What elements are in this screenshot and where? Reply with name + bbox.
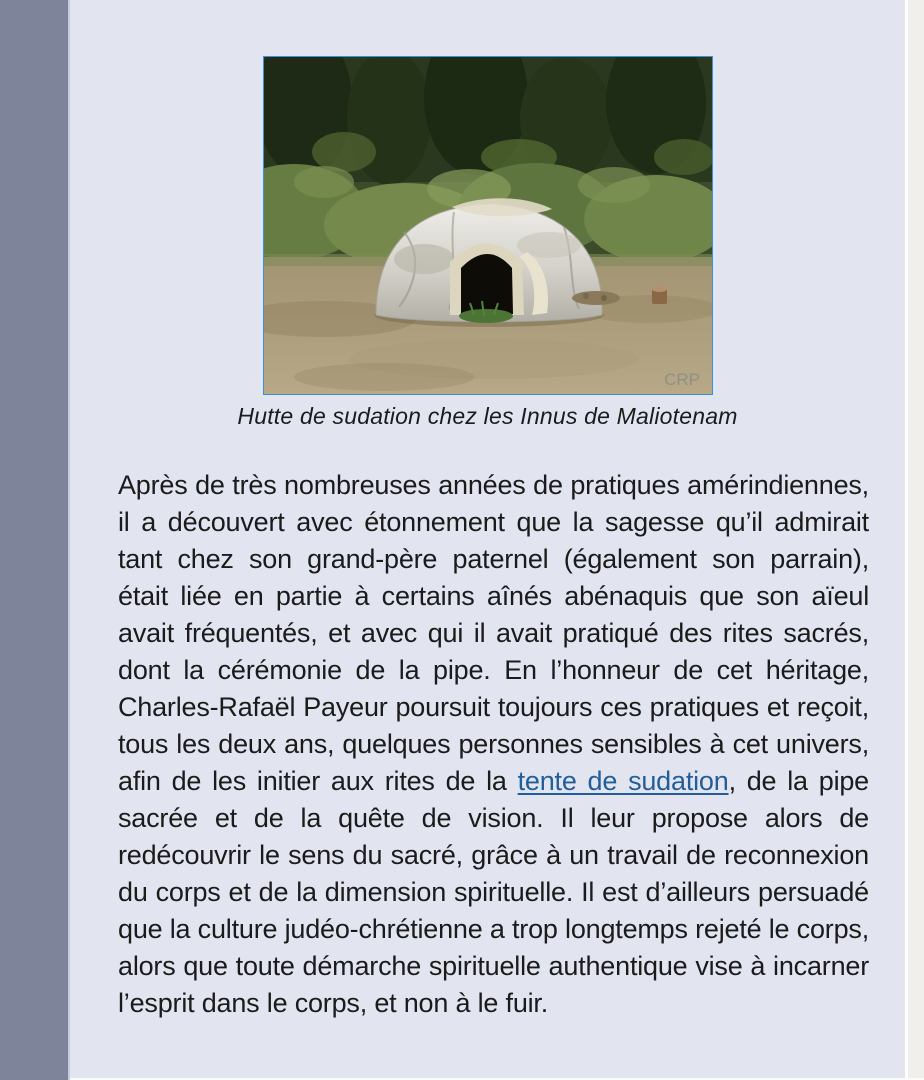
paragraph-text-before-link: Après de très nombreuses années de pratiques amérindiennes, il a découvert avec étonnement que la sagesse qu’il admirait tant chez son grand-père paternel (également son parrain), était liée en partie à certains aînés abénaquis que son aïeul avait fréquentés, et avec qui il avait pratiqué des rites sacrés, dont la cérémonie de la pipe. En l’honneur de cet héritage, Charles-Rafaël Payeur poursuit toujours ces pratiques et reçoit, tous les deux ans, quelques personnes sensibles à cet univers, afin de les initier aux rites de la [118, 470, 869, 796]
page-edge-strip [905, 0, 924, 1080]
figure [70, 56, 905, 431]
photo-watermark: CRP [663, 370, 700, 389]
tente-de-sudation-link[interactable]: tente de sudation [517, 766, 729, 796]
paragraph-text-after-link: , de la pipe sacrée et de la quête de vision. Il leur propose alors de redécouvrir le sens du sacré, grâce à un travail de reconnexion du corps et de la dimension spirituelle. Il est d’ailleurs persuadé que la culture judéo-chrétienne a trop longtemps rejeté le corps, alors que toute démarche spirituelle authentique vise à incarner l’esprit dans le corps, et non à le fuir. [118, 766, 869, 1018]
page-content [70, 0, 905, 1080]
sweat-lodge-photo [263, 56, 713, 395]
left-margin-bar [0, 0, 70, 1080]
figure-caption: Hutte de sudation chez les Innus de Maliotenam [237, 403, 738, 429]
sweat-lodge-photo-art [264, 57, 712, 394]
article-paragraph [118, 467, 869, 1022]
